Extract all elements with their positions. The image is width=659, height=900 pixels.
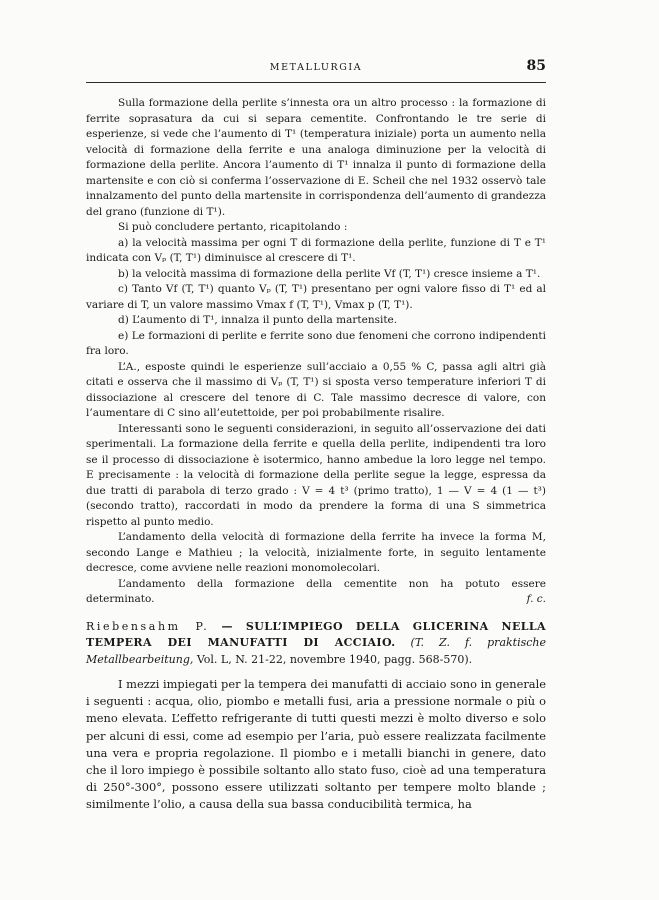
- running-head: METALLURGIA: [269, 62, 363, 73]
- paragraph: Interessanti sono le seguenti considerazioni, in seguito all’osservazione dei dati sperimentali. La formazione della ferrite e quella della perlite, indipendenti tra loro se il processo di dissociazione è isotermico, hanno ambedue la loro legge nel tempo. E precisamente : la velocità di formazione della perlite segue la legge, espressa da due tratti di parabola di terzo grado : V = 4 t³ (primo tratto), 1 — V = 4 (1 — t³) (secondo tratto), raccordati in modo da prendere la forma di una S simmetrica rispetto al punto medio.: [86, 422, 546, 528]
- article-author: Riebensahm P.: [86, 619, 210, 633]
- article-riebensahm: [86, 619, 546, 814]
- article-title: — SULL’IMPIEGO DELLA GLICERINA NELLA TEMPERA DEI MANUFATTI DI ACCIAIO.: [86, 619, 546, 649]
- paragraph: L’andamento della velocità di formazione della ferrite ha invece la forma M, secondo Lange e Mathieu ; la velocità, inizialmente forte, in seguito lentamente decresce, come avviene nelle reazioni monomolecolari.: [86, 531, 546, 574]
- source-journal: (T. Z. f. praktische Metallbearbeitung,: [86, 636, 547, 666]
- page-header: [86, 58, 546, 83]
- paragraph: Sulla formazione della perlite s’innesta ora un altro processo : la formazione di ferrite soprasatura da cui si separa cementite. Confrontando le tre serie di esperienze, si vede che l’aumento di T¹ (temperatura iniziale) porta un aumento nella velocità di formazione della ferrite e una analoga diminuzione per la velocità di formazione della perlite. Ancora l’aumento di T¹ innalza il punto di formazione della martensite e con ciò si conferma l’osservazione di E. Scheil che nel 1932 osservò tale innalzamento del punto della martensite in corrispondenza dell’aumento di grandezza del grano (funzione di T¹).: [86, 97, 546, 218]
- paragraph: Si può concludere pertanto, ricapitolando :: [118, 221, 348, 233]
- article-heading: [86, 619, 546, 669]
- page-body: [86, 96, 546, 814]
- source-citation: Vol. L, N. 21-22, novembre 1940, pagg. 568-570).: [196, 652, 473, 666]
- conclusion-item-a: a) la velocità massima per ogni T di formazione della perlite, funzione di T e T¹ indicata con Vₚ (T, T¹) diminuisce al crescere di T¹.: [86, 236, 546, 264]
- article-body: [86, 676, 546, 814]
- conclusion-item-c: c) Tanto Vf (T, T¹) quanto Vₚ (T, T¹) presentano per ogni valore fisso di T¹ ed al variare di T, un valore massimo Vmax f (T, T¹), Vmax p (T, T¹).: [86, 283, 546, 311]
- paragraph: L’A., esposte quindi le esperienze sull’acciaio a 0,55 % C, passa agli altri già citati e osserva che il massimo di Vₚ (T, T¹) si sposta verso temperature inferiori T di dissociazione al crescere del tenore di C. Tale massimo decresce di valore, con l’aumentare di C sino all’eutettoide, per poi probabilmente risalire.: [86, 360, 546, 419]
- author-signature: f. c.: [526, 593, 546, 605]
- page-number: 85: [526, 58, 546, 74]
- article-continuation: [86, 96, 546, 608]
- conclusion-item-b: b) la velocità massima di formazione della perlite Vf (T, T¹) cresce insieme a T¹.: [118, 267, 541, 280]
- conclusion-item-e: e) Le formazioni di perlite e ferrite sono due fenomeni che corrono indipendenti fra loro.: [86, 329, 546, 357]
- conclusion-item-d: d) L’aumento di T¹, innalza il punto della martensite.: [118, 314, 398, 326]
- paragraph: I mezzi impiegati per la tempera dei manufatti di acciaio sono in generale i seguenti : acqua, olio, piombo e metalli fusi, aria a pressione normale o più o meno elevata. L’effetto refrigerante di tutti questi mezzi è molto diverso e solo per alcuni di essi, come ad esempio per l’aria, può essere realizzata facilmente una vera e propria regolazione. Il piombo e i metalli bianchi in genere, dato che il loro impiego è possibile soltanto allo stato fuso, cioè ad una temperatura di 250°-300°, possono essere utilizzati soltanto per tempere molto blande ; similmente l’olio, a causa della sua bassa conducibilità termica, ha: [86, 677, 546, 812]
- paragraph: L’andamento della formazione della cementite non ha potuto essere determinato.: [86, 577, 546, 605]
